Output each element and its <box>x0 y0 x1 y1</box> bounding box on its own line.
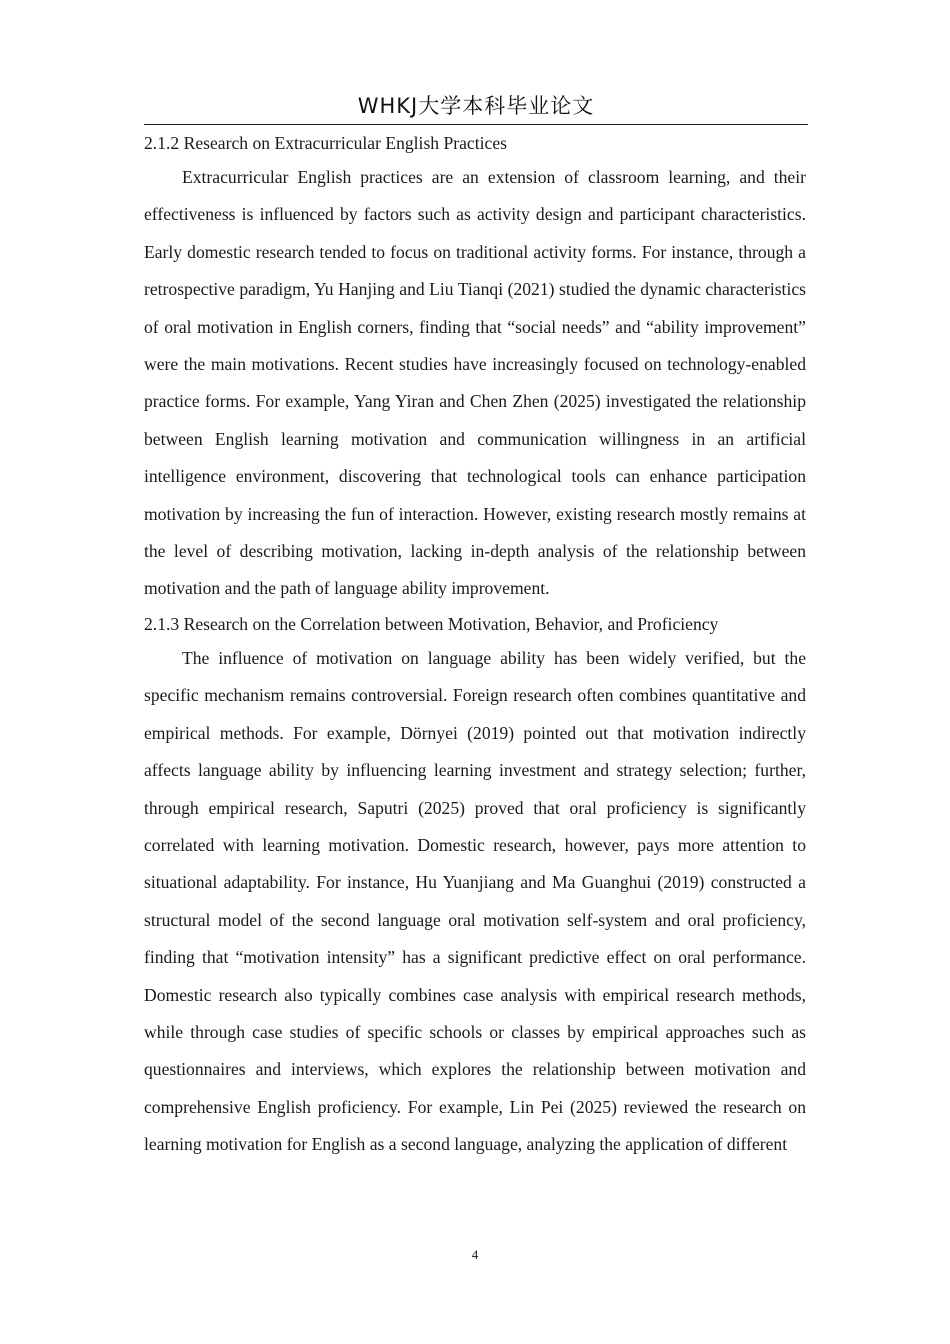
running-header-title: WHKJ大学本科毕业论文 <box>357 94 595 118</box>
paragraph-motivation-correlation: The influence of motivation on language ability has been widely verified, but the specific mechanism remains controversial. Foreign research often combines quantitative and empirical methods. For example, Dörnyei (2019) pointed out that motivation indirectly affects language ability by influencing learning investment and strategy selection; further, through empirical research, Saputri (2025) proved that oral proficiency is significantly correlated with learning motivation. Domestic research, however, pays more attention to situational adaptability. For instance, Hu Yuanjiang and Ma Guanghui (2019) constructed a structural model of the second language oral motivation self-system and oral proficiency, finding that “motivation intensity” has a significant predictive effect on oral performance. Domestic research also typically combines case analysis with empirical research methods, while through case studies of specific schools or classes by empirical approaches such as questionnaires and interviews, which explores the relationship between motivation and comprehensive English proficiency. For example, Lin Pei (2025) reviewed the research on learning motivation for English as a second language, analyzing the application of different <box>144 647 806 1155</box>
section-heading-2-1-3: 2.1.3 Research on the Correlation between Motivation, Behavior, and Proficiency <box>144 613 719 634</box>
page-number: 4 <box>471 1247 479 1262</box>
section-heading-2-1-2: 2.1.2 Research on Extracurricular English Practices <box>144 133 507 153</box>
header-divider <box>144 124 808 125</box>
paragraph-extracurricular-practices: Extracurricular English practices are an extension of classroom learning, and their effectiveness is influenced by factors such as activity design and participant characteristics. Early domestic research tended to focus on traditional activity forms. For instance, through a retrospective paradigm, Yu Hanjing and Liu Tianqi (2021) studied the dynamic characteristics of oral motivation in English corners, finding that “social needs” and “ability improvement” were the main motivations. Recent studies have increasingly focused on technology-enabled practice forms. For example, Yang Yiran and Chen Zhen (2025) investigated the relationship between English learning motivation and communication willingness in an artificial intelligence environment, discovering that technological tools can enhance participation motivation by increasing the fun of interaction. However, existing research mostly remains at the level of describing motivation, lacking in-depth analysis of the relationship between motivation and the path of language ability improvement. <box>144 167 806 599</box>
body-text <box>144 127 806 1164</box>
